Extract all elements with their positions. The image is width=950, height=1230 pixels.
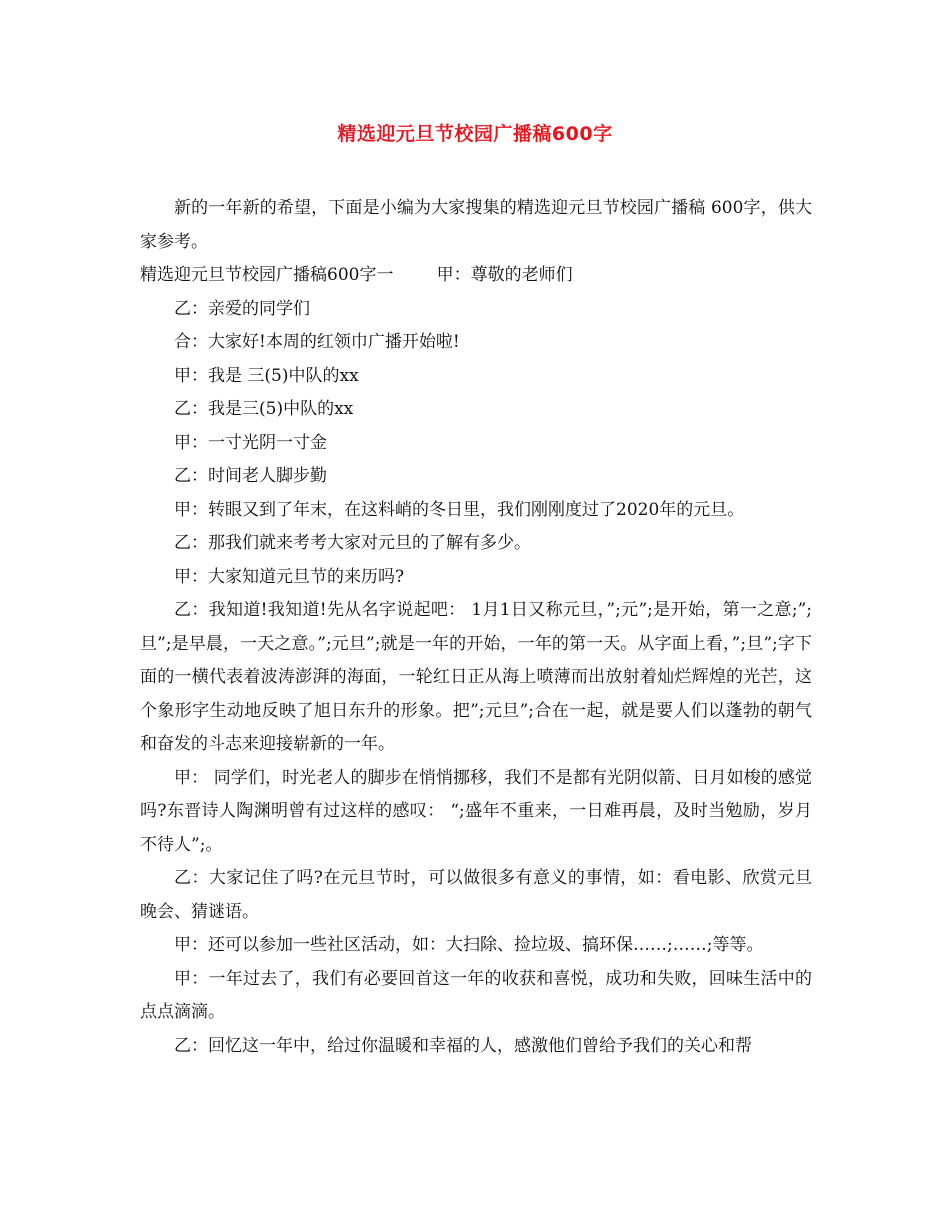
paragraph: 甲：一年过去了，我们有必要回首这一年的收获和喜悦，成功和失败，回味生活中的点点滴滴。 <box>140 968 812 1022</box>
document-body <box>140 192 812 1063</box>
paragraph: 甲：大家知道元旦节的来历吗? <box>174 566 405 587</box>
paragraph: 甲：转眼又到了年末，在这料峭的冬日里，我们刚刚度过了2020年的元旦。 <box>174 499 745 520</box>
paragraph: 乙：那我们就来考考大家对元旦的了解有多少。 <box>174 533 531 553</box>
paragraph: 甲： 同学们，时光老人的脚步在悄悄挪移，我们不是都有光阴似箭、日月如梭的感觉吗?东晋诗人陶渊明曾有过这样的感叹： “;盛年不重来，一日难再晨，及时当勉励，岁月不待人”;。 <box>140 767 812 855</box>
paragraph: 甲：我是 三(5)中队的xx <box>174 365 359 386</box>
paragraph: 精选迎元旦节校园广播稿600字一 甲：尊敬的老师们 <box>140 265 573 285</box>
paragraph: 乙：亲爱的同学们 <box>174 298 310 319</box>
paragraph: 乙：我知道!我知道!先从名字说起吧： 1月1日又称元旦，”;元”;是开始，第一之意;”;旦”;是早晨，一天之意。”;元旦”;就是一年的开始，一年的第一天。从字面上看，”;旦”;字下面的一横代表着波涛澎湃的海面，一轮红日正从海上喷薄而出放射着灿烂辉煌的光芒，这个象形字生动地反映了旭日东升的形象。把”;元旦”;合在一起，就是要人们以蓬勃的朝气和奋发的斗志来迎接崭新的一年。 <box>140 600 812 754</box>
paragraph: 合：大家好!本周的红领巾广播开始啦! <box>174 332 460 352</box>
paragraph: 乙：我是三(5)中队的xx <box>174 399 354 419</box>
paragraph: 乙：回忆这一年中，给过你温暖和幸福的人，感激他们曾给予我们的关心和帮 <box>174 1035 752 1056</box>
paragraph: 乙：大家记住了吗?在元旦节时，可以做很多有意义的事情，如：看电影、欣赏元旦晚会、猜谜语。 <box>140 868 812 922</box>
paragraph: 乙：时间老人脚步勤 <box>174 466 327 486</box>
paragraph: 新的一年新的希望，下面是小编为大家搜集的精选迎元旦节校园广播稿 600字，供大家参考。 <box>140 198 812 252</box>
document-title: 精选迎元旦节校园广播稿600字 <box>337 123 613 145</box>
paragraph: 甲：一寸光阴一寸金 <box>174 432 327 453</box>
paragraph: 甲：还可以参加一些社区活动，如：大扫除、捡垃圾、搞环保……;……;等等。 <box>174 935 764 955</box>
